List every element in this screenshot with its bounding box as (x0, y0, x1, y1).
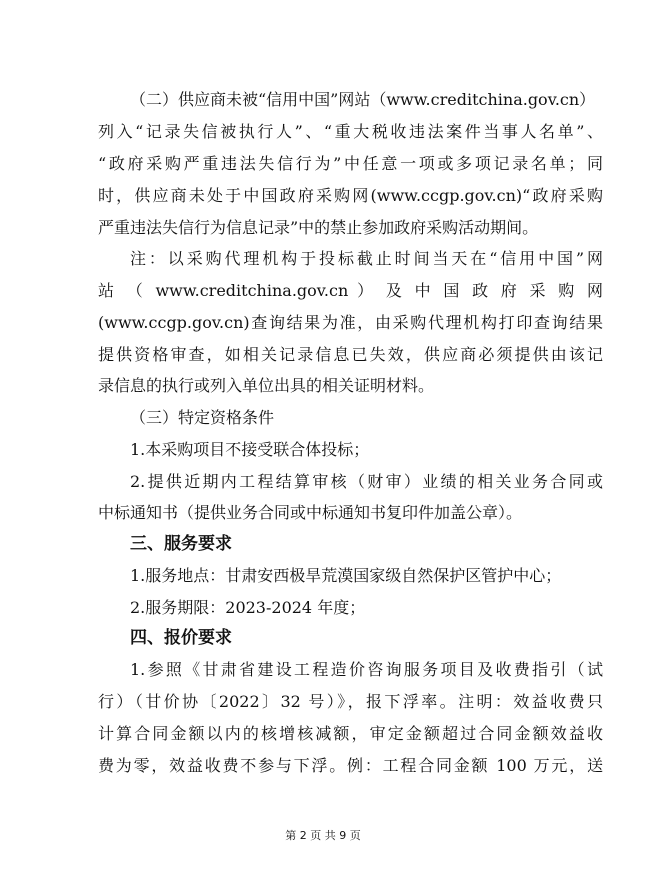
pricing-line-4: 费为零，效益收费不参与下浮。例：工程合同金额 100 万元，送 (98, 756, 603, 775)
section3-line-2: 2.提供近期内工程结算审核（财审）业绩的相关业务合同或 (130, 472, 603, 491)
service-line-1: 1.服务地点：甘肃安西极旱荒漠国家级自然保护区管护中心； (130, 566, 562, 585)
service-line-2: 2.服务期限：2023-2024 年度； (130, 598, 366, 617)
note-line-1: 注：以采购代理机构于投标截止时间当天在“信用中国”网 (130, 249, 603, 268)
pricing-line-2: 行）（甘价协〔2022〕32 号）》，报下浮率。注明：效益收费只 (98, 692, 603, 711)
note-line-3: (www.ccgp.gov.cn)查询结果为准，由采购代理机构打印查询结果 (98, 313, 603, 332)
pricing-line-3: 计算合同金额以内的核增核减额，审定金额超过合同金额效益收 (98, 724, 603, 743)
note-line-5: 录信息的执行或列入单位出具的相关证明材料。 (98, 376, 435, 395)
note-line-4: 提供资格审查，如相关记录信息已失效，供应商必须提供由该记 (98, 345, 603, 364)
section3-line-3: 中标通知书（提供业务合同或中标通知书复印件加盖公章）。 (98, 503, 523, 522)
section2-line-5: 严重违法失信行为信息记录”中的禁止参加政府采购活动期间。 (98, 218, 539, 237)
page-footer: 第 2 页 共 9 页 (285, 829, 361, 842)
section2-line-2: 列入“记录失信被执行人”、“重大税收违法案件当事人名单”、 (98, 122, 603, 141)
pricing-line-1: 1.参照《甘肃省建设工程造价咨询服务项目及收费指引（试 (130, 660, 603, 679)
pricing-heading: 四、报价要求 (130, 628, 232, 648)
section2-line-4: 时，供应商未处于中国政府采购网(www.ccgp.gov.cn)“政府采购 (98, 186, 603, 205)
service-heading: 三、服务要求 (130, 534, 232, 554)
section3-title: （三）特定资格条件 (130, 408, 275, 427)
section2-line-1: （二）供应商未被“信用中国”网站（www.creditchina.gov.cn） (130, 90, 596, 109)
section3-line-1: 1.本采购项目不接受联合体投标； (130, 440, 370, 459)
section2-line-3: “政府采购严重违法失信行为”中任意一项或多项记录名单；同 (98, 154, 603, 173)
note-line-2: 站 （ www.creditchina.gov.cn ） 及 中 国 政 府 采 购 网 (98, 281, 603, 300)
